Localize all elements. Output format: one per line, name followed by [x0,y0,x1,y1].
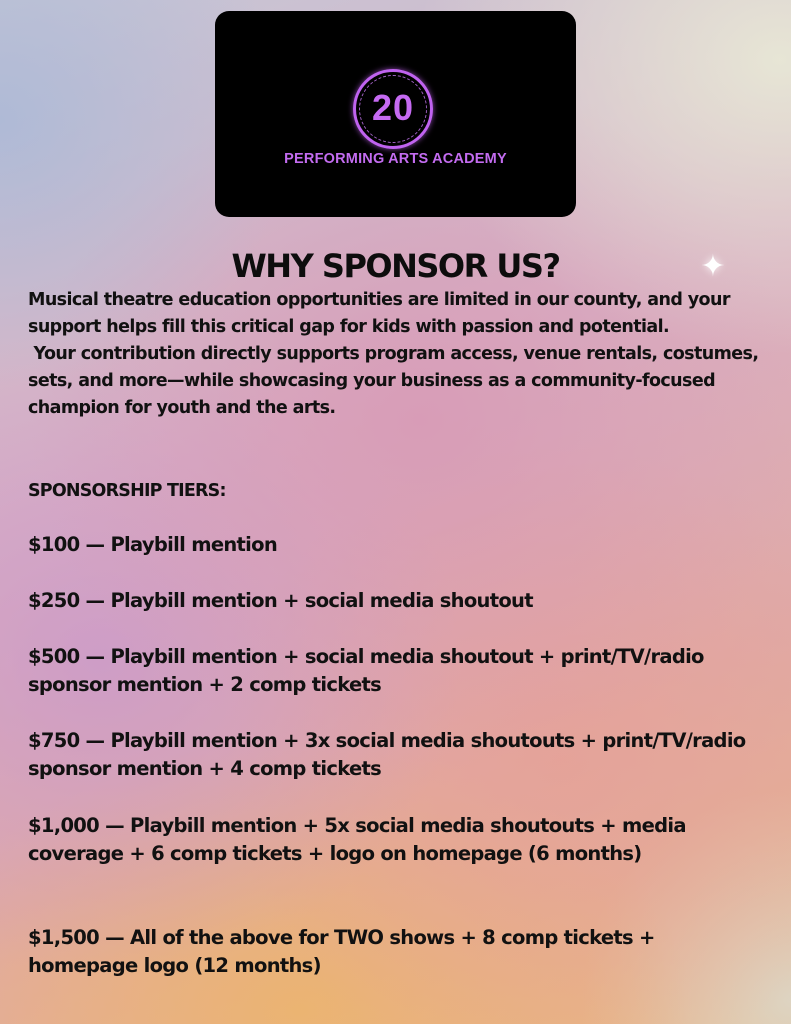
intro-paragraph-2: Your contribution directly supports program access, venue rentals, costumes, sets, and more—while showcasing your business as a community-focused champion for youth and the arts. [28,344,764,418]
logo-card [215,11,576,217]
intro-text [28,287,768,422]
tier-item: $250 — Playbill mention + social media shoutout [28,589,533,612]
tier-item: $100 — Playbill mention [28,533,278,556]
circle-badge-icon [353,69,433,149]
page-title: WHY SPONSOR US? [231,247,560,285]
tier-item: $750 — Playbill mention + 3x social media shoutouts + print/TV/radio sponsor mention + 4 comp tickets [28,729,746,780]
tier-item: $1,000 — Playbill mention + 5x social media shoutouts + media coverage + 6 comp tickets + logo on homepage (6 months) [28,814,686,865]
tier-item: $1,500 — All of the above for TWO shows + 8 comp tickets + homepage logo (12 months) [28,926,655,977]
sparkle-icon: ✦ [700,249,726,284]
tier-item: $500 — Playbill mention + social media shoutout + print/TV/radio sponsor mention + 2 comp tickets [28,645,704,696]
logo-name: PERFORMING ARTS ACADEMY [284,151,507,167]
intro-paragraph-1: Musical theatre education opportunities are limited in our county, and your support helps fill this critical gap for kids with passion and potential. [28,290,730,337]
tiers-title: SPONSORSHIP TIERS: [28,481,226,501]
logo-number: 20 [371,87,415,128]
